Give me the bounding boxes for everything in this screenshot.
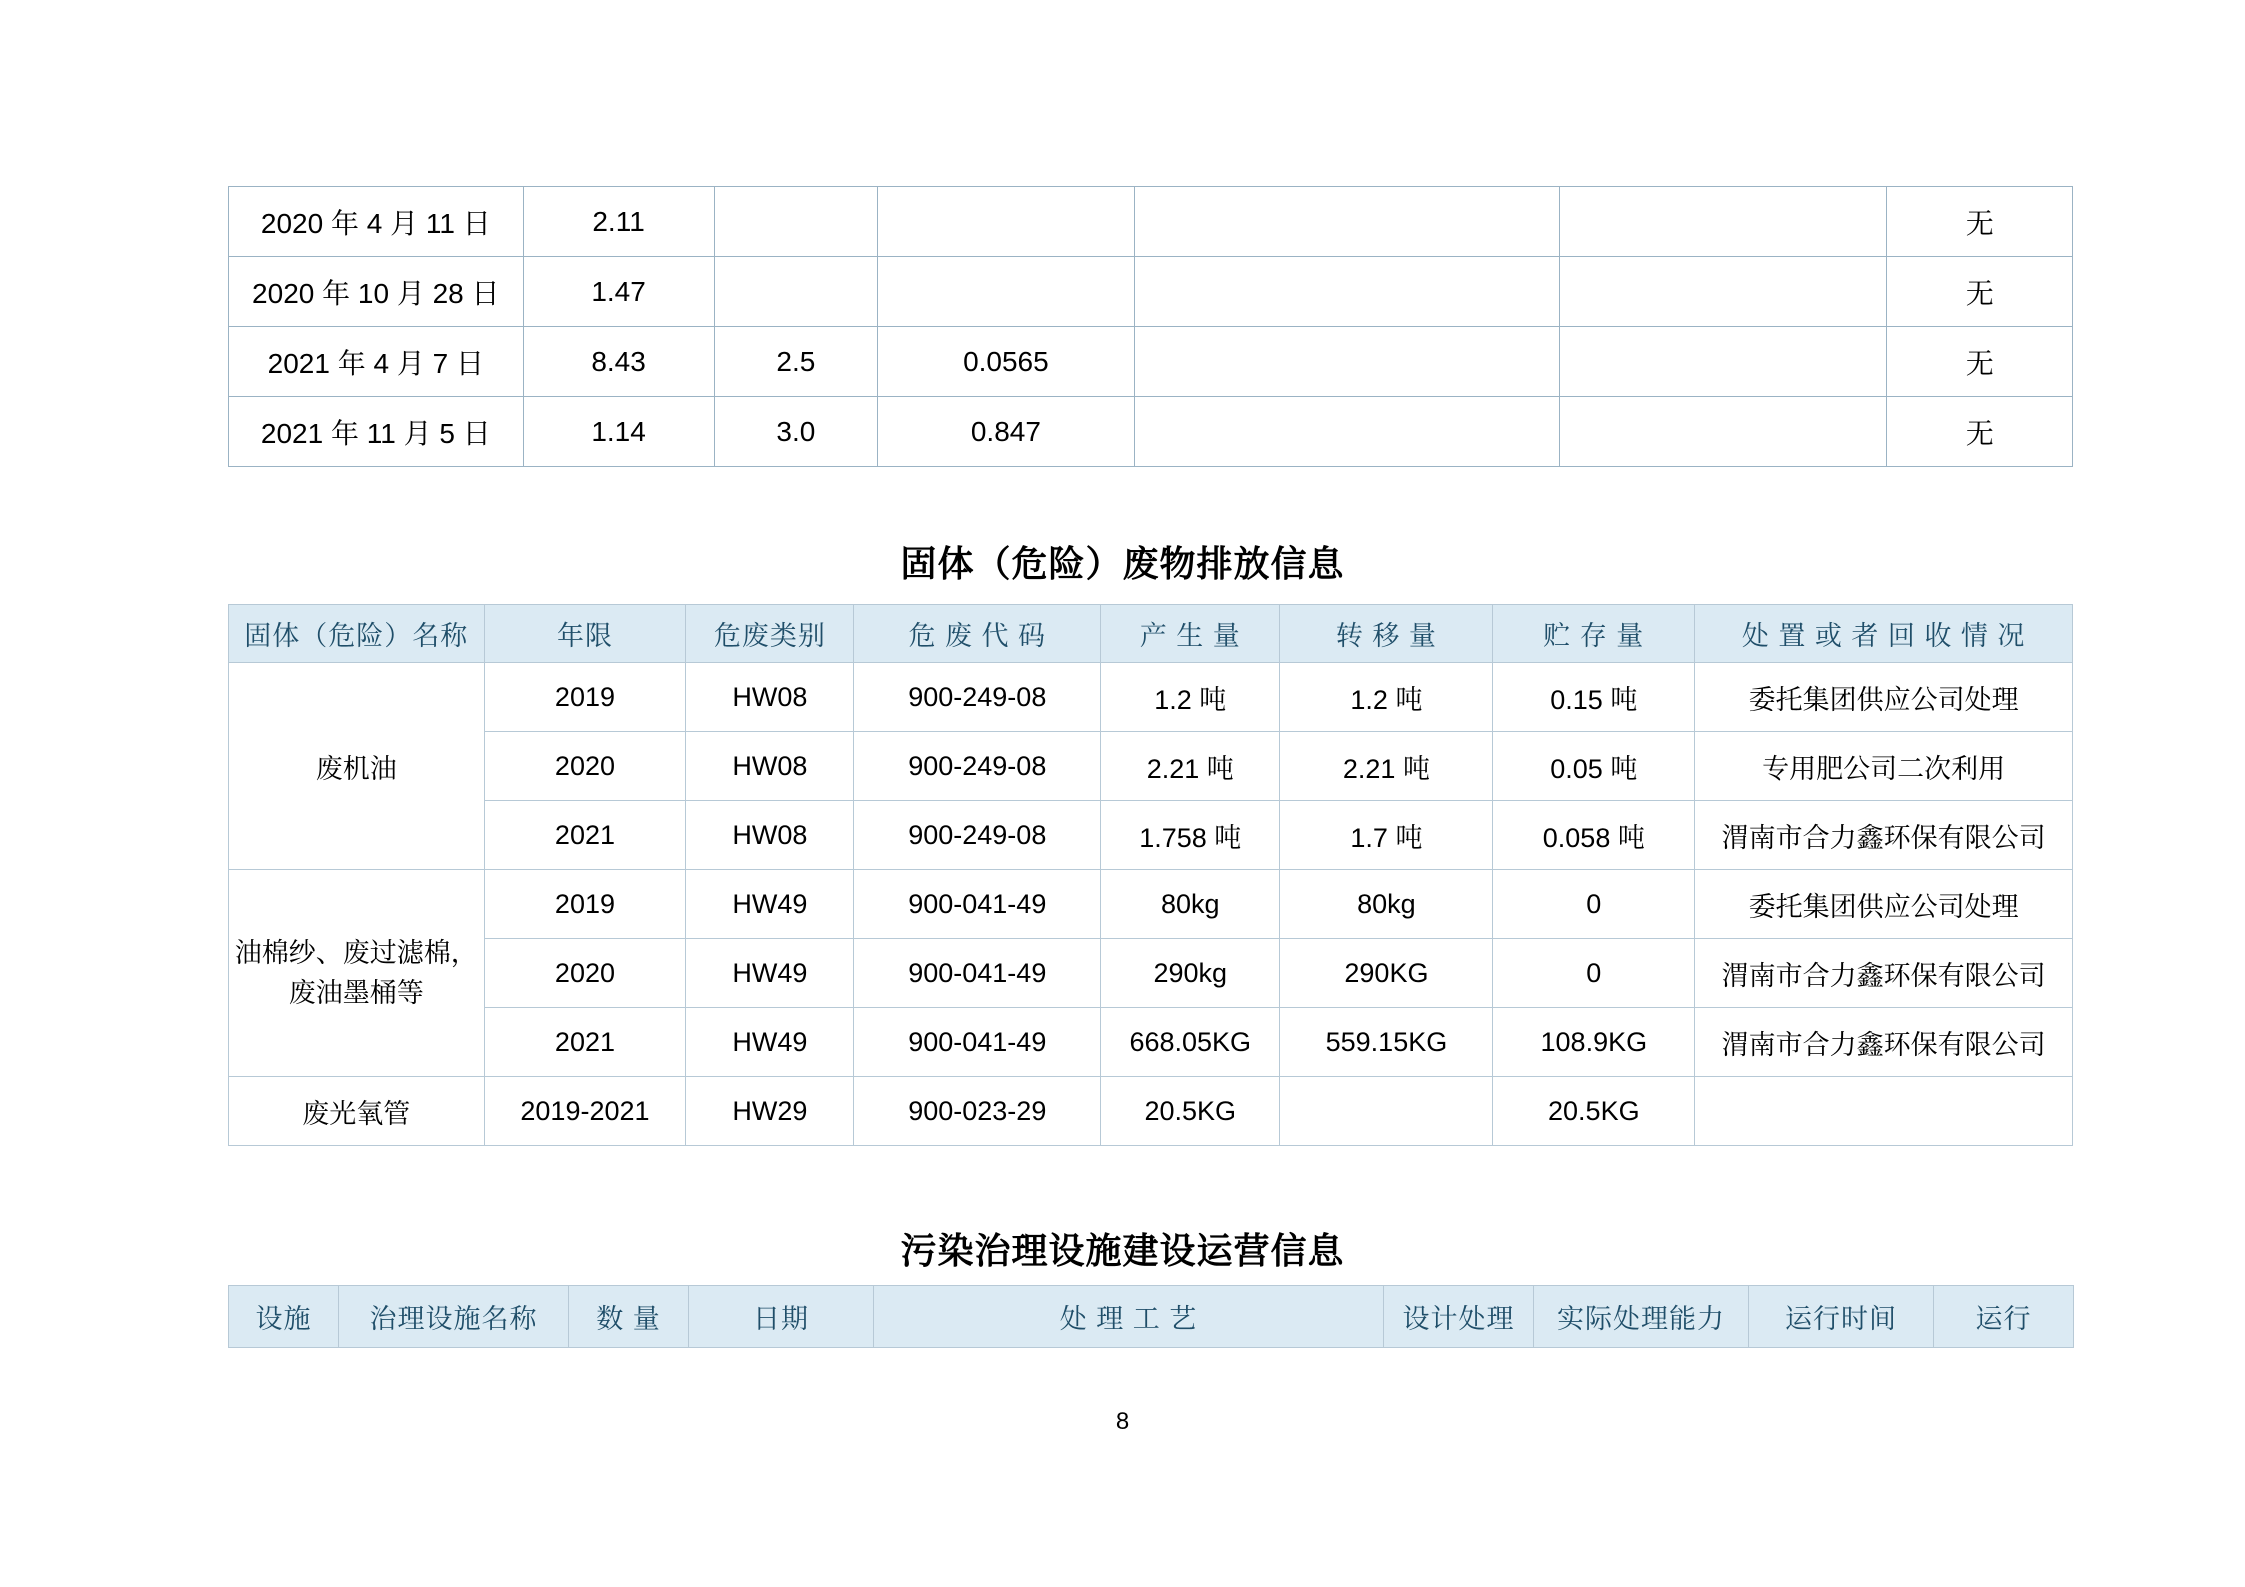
header-date: 日期 xyxy=(689,1286,874,1348)
cell-stored: 108.9KG xyxy=(1493,1008,1695,1077)
section-title-pollution-facility: 污染治理设施建设运营信息 xyxy=(900,1230,1345,1271)
cell-value-4 xyxy=(878,187,1134,257)
cell-value-2: 2.11 xyxy=(523,187,714,257)
cell-value-3 xyxy=(714,187,878,257)
header-design-capacity: 设计处理 xyxy=(1384,1286,1534,1348)
table-row xyxy=(229,732,2073,801)
cell-produced: 2.21 吨 xyxy=(1101,732,1280,801)
pollution-facility-table xyxy=(228,1285,2074,1348)
table-row xyxy=(229,257,2073,327)
section-title-solid-waste: 固体（危险）废物排放信息 xyxy=(900,543,1345,584)
cell-code: 900-023-29 xyxy=(854,1077,1101,1146)
cell-value-7: 无 xyxy=(1887,397,2073,467)
cell-category: HW08 xyxy=(686,801,854,870)
header-running: 运行 xyxy=(1934,1286,2074,1348)
table-row xyxy=(229,397,2073,467)
header-waste-name: 固体（危险）名称 xyxy=(229,605,485,663)
cell-stored: 0.15 吨 xyxy=(1493,663,1695,732)
cell-year: 2021 xyxy=(484,801,686,870)
cell-value-4: 0.0565 xyxy=(878,327,1134,397)
cell-category: HW08 xyxy=(686,732,854,801)
cell-disposal: 渭南市合力鑫环保有限公司 xyxy=(1695,939,2073,1008)
table-row xyxy=(229,1008,2073,1077)
table-row xyxy=(229,663,2073,732)
cell-transferred: 559.15KG xyxy=(1280,1008,1493,1077)
header-category: 危废类别 xyxy=(686,605,854,663)
cell-disposal: 专用肥公司二次利用 xyxy=(1695,732,2073,801)
cell-disposal: 渭南市合力鑫环保有限公司 xyxy=(1695,801,2073,870)
cell-year: 2019 xyxy=(484,663,686,732)
cell-category: HW29 xyxy=(686,1077,854,1146)
cell-disposal: 委托集团供应公司处理 xyxy=(1695,870,2073,939)
header-facility: 设施 xyxy=(229,1286,339,1348)
cell-stored: 20.5KG xyxy=(1493,1077,1695,1146)
cell-year: 2021 xyxy=(484,1008,686,1077)
cell-value-2: 8.43 xyxy=(523,327,714,397)
cell-produced: 290kg xyxy=(1101,939,1280,1008)
cell-value-3: 2.5 xyxy=(714,327,878,397)
cell-date: 2020 年 4 月 11 日 xyxy=(229,187,524,257)
cell-value-4: 0.847 xyxy=(878,397,1134,467)
cell-value-6 xyxy=(1560,327,1887,397)
cell-transferred: 1.7 吨 xyxy=(1280,801,1493,870)
header-runtime: 运行时间 xyxy=(1749,1286,1934,1348)
cell-value-3: 3.0 xyxy=(714,397,878,467)
cell-code: 900-249-08 xyxy=(854,801,1101,870)
cell-value-7: 无 xyxy=(1887,327,2073,397)
cell-value-4 xyxy=(878,257,1134,327)
header-disposal: 处 置 或 者 回 收 情 况 xyxy=(1695,605,2073,663)
table-header-row xyxy=(229,605,2073,663)
cell-year: 2020 xyxy=(484,939,686,1008)
cell-transferred: 1.2 吨 xyxy=(1280,663,1493,732)
cell-produced: 1.758 吨 xyxy=(1101,801,1280,870)
cell-date: 2021 年 4 月 7 日 xyxy=(229,327,524,397)
cell-waste-name: 废机油 xyxy=(229,663,485,870)
cell-code: 900-249-08 xyxy=(854,732,1101,801)
cell-code: 900-041-49 xyxy=(854,939,1101,1008)
cell-year: 2019 xyxy=(484,870,686,939)
table-row xyxy=(229,801,2073,870)
solid-waste-table xyxy=(228,604,2073,1146)
header-facility-name: 治理设施名称 xyxy=(339,1286,569,1348)
cell-value-7: 无 xyxy=(1887,187,2073,257)
header-produced: 产 生 量 xyxy=(1101,605,1280,663)
cell-transferred: 2.21 吨 xyxy=(1280,732,1493,801)
cell-transferred: 80kg xyxy=(1280,870,1493,939)
cell-value-3 xyxy=(714,257,878,327)
cell-year: 2020 xyxy=(484,732,686,801)
cell-waste-name: 废光氧管 xyxy=(229,1077,485,1146)
cell-value-5 xyxy=(1134,257,1560,327)
cell-value-5 xyxy=(1134,327,1560,397)
cell-value-6 xyxy=(1560,397,1887,467)
cell-date: 2020 年 10 月 28 日 xyxy=(229,257,524,327)
cell-stored: 0 xyxy=(1493,939,1695,1008)
header-code: 危 废 代 码 xyxy=(854,605,1101,663)
continued-monitoring-table xyxy=(228,186,2073,467)
cell-disposal: 委托集团供应公司处理 xyxy=(1695,663,2073,732)
cell-produced: 20.5KG xyxy=(1101,1077,1280,1146)
cell-value-6 xyxy=(1560,187,1887,257)
cell-disposal: 渭南市合力鑫环保有限公司 xyxy=(1695,1008,2073,1077)
table-row xyxy=(229,187,2073,257)
cell-transferred xyxy=(1280,1077,1493,1146)
table-header-row xyxy=(229,1286,2074,1348)
cell-code: 900-041-49 xyxy=(854,1008,1101,1077)
header-transferred: 转 移 量 xyxy=(1280,605,1493,663)
table-row xyxy=(229,870,2073,939)
page-number: 8 xyxy=(1115,1408,1130,1435)
cell-year: 2019-2021 xyxy=(484,1077,686,1146)
header-process: 处 理 工 艺 xyxy=(874,1286,1384,1348)
header-quantity: 数 量 xyxy=(569,1286,689,1348)
cell-produced: 1.2 吨 xyxy=(1101,663,1280,732)
cell-category: HW49 xyxy=(686,870,854,939)
header-stored: 贮 存 量 xyxy=(1493,605,1695,663)
table-row xyxy=(229,939,2073,1008)
cell-code: 900-041-49 xyxy=(854,870,1101,939)
cell-value-7: 无 xyxy=(1887,257,2073,327)
cell-category: HW49 xyxy=(686,1008,854,1077)
cell-disposal xyxy=(1695,1077,2073,1146)
cell-category: HW49 xyxy=(686,939,854,1008)
cell-stored: 0.058 吨 xyxy=(1493,801,1695,870)
table-row xyxy=(229,327,2073,397)
cell-produced: 668.05KG xyxy=(1101,1008,1280,1077)
cell-produced: 80kg xyxy=(1101,870,1280,939)
table-row xyxy=(229,1077,2073,1146)
cell-category: HW08 xyxy=(686,663,854,732)
cell-waste-name: 油棉纱、废过滤棉，废油墨桶等 xyxy=(229,870,485,1077)
header-actual-capacity: 实际处理能力 xyxy=(1534,1286,1749,1348)
header-year: 年限 xyxy=(484,605,686,663)
cell-stored: 0 xyxy=(1493,870,1695,939)
cell-stored: 0.05 吨 xyxy=(1493,732,1695,801)
cell-value-5 xyxy=(1134,397,1560,467)
cell-value-2: 1.47 xyxy=(523,257,714,327)
cell-transferred: 290KG xyxy=(1280,939,1493,1008)
cell-date: 2021 年 11 月 5 日 xyxy=(229,397,524,467)
cell-value-2: 1.14 xyxy=(523,397,714,467)
cell-code: 900-249-08 xyxy=(854,663,1101,732)
cell-value-6 xyxy=(1560,257,1887,327)
cell-value-5 xyxy=(1134,187,1560,257)
